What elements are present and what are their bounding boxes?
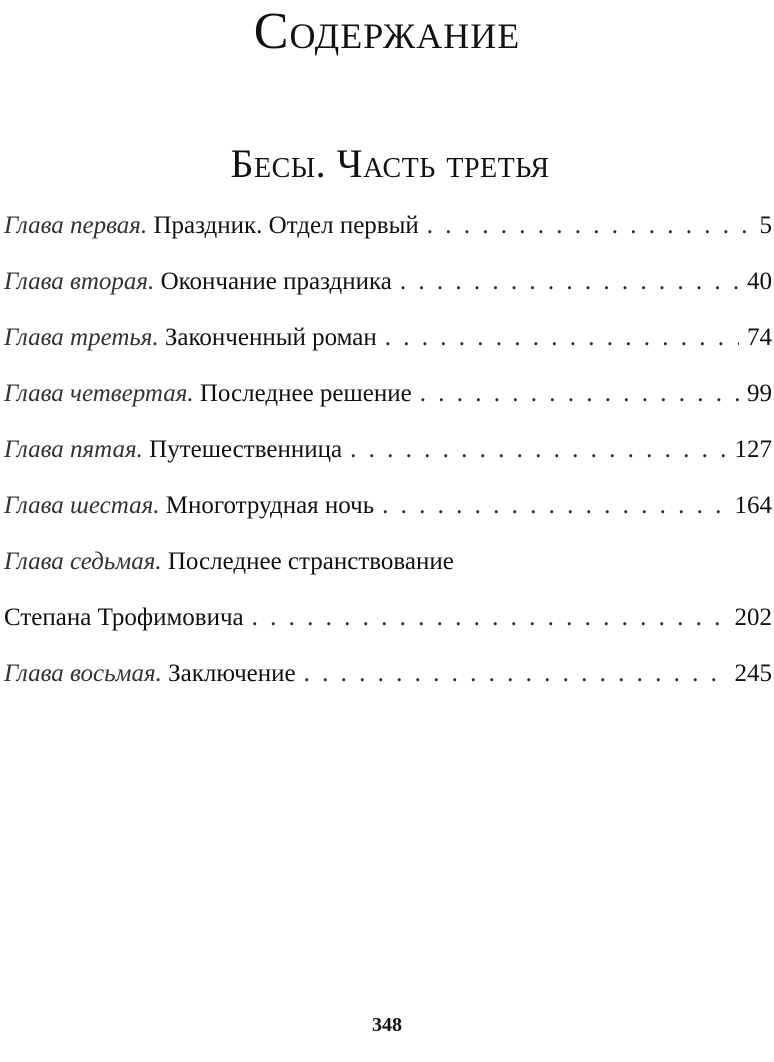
toc-entry-1[interactable] xyxy=(4,198,772,254)
page-number: 5 xyxy=(759,212,772,239)
page-number: 40 xyxy=(747,268,772,295)
dot-leader xyxy=(420,366,739,422)
table-of-contents xyxy=(4,198,772,702)
chapter-title: Заключение xyxy=(168,660,296,687)
toc-entry-2[interactable] xyxy=(4,254,772,310)
page-number: 164 xyxy=(734,492,772,519)
toc-entry-6[interactable] xyxy=(4,478,772,534)
dot-leader xyxy=(350,422,726,478)
dot-leader xyxy=(427,198,752,254)
part-title: Бесы. Часть третья xyxy=(230,141,550,186)
chapter-title: Последнее решение xyxy=(199,380,412,407)
toc-entry-8[interactable] xyxy=(4,646,772,702)
chapter-label: Глава шестая. xyxy=(4,492,160,519)
dot-leader xyxy=(252,590,727,646)
chapter-label: Глава пятая. xyxy=(4,436,143,463)
chapter-title: Многотрудная ночь xyxy=(165,492,375,519)
chapter-title: Последнее странствование xyxy=(167,548,454,575)
dot-leader xyxy=(400,254,739,310)
chapter-label: Глава первая. xyxy=(4,212,148,239)
page-number: 202 xyxy=(734,604,772,631)
chapter-title: Законченный роман xyxy=(164,324,377,351)
chapter-label: Глава четвертая. xyxy=(4,380,194,407)
toc-entry-3[interactable] xyxy=(4,310,772,366)
page-number: 74 xyxy=(747,324,772,351)
toc-entry-4[interactable] xyxy=(4,366,772,422)
folio-page-number: 348 xyxy=(372,1014,402,1036)
chapter-label: Глава вторая. xyxy=(4,268,155,295)
page-number: 127 xyxy=(734,436,772,463)
chapter-title: Путешественница xyxy=(149,436,343,463)
chapter-title: Праздник. Отдел первый xyxy=(153,212,419,239)
chapter-label: Глава седьмая. xyxy=(4,548,162,575)
toc-entry-5[interactable] xyxy=(4,422,772,478)
dot-leader xyxy=(385,310,739,366)
chapter-title-continued: Степана Трофимовича xyxy=(4,604,244,631)
chapter-label: Глава восьмая. xyxy=(4,660,162,687)
chapter-title: Окончание праздника xyxy=(160,268,392,295)
page-number: 99 xyxy=(747,380,772,407)
dot-leader xyxy=(304,646,727,702)
toc-entry-7[interactable] xyxy=(4,534,772,646)
page-title: Содержание xyxy=(253,3,521,60)
chapter-label: Глава третья. xyxy=(4,324,159,351)
dot-leader xyxy=(382,478,726,534)
page-number: 245 xyxy=(734,660,772,687)
